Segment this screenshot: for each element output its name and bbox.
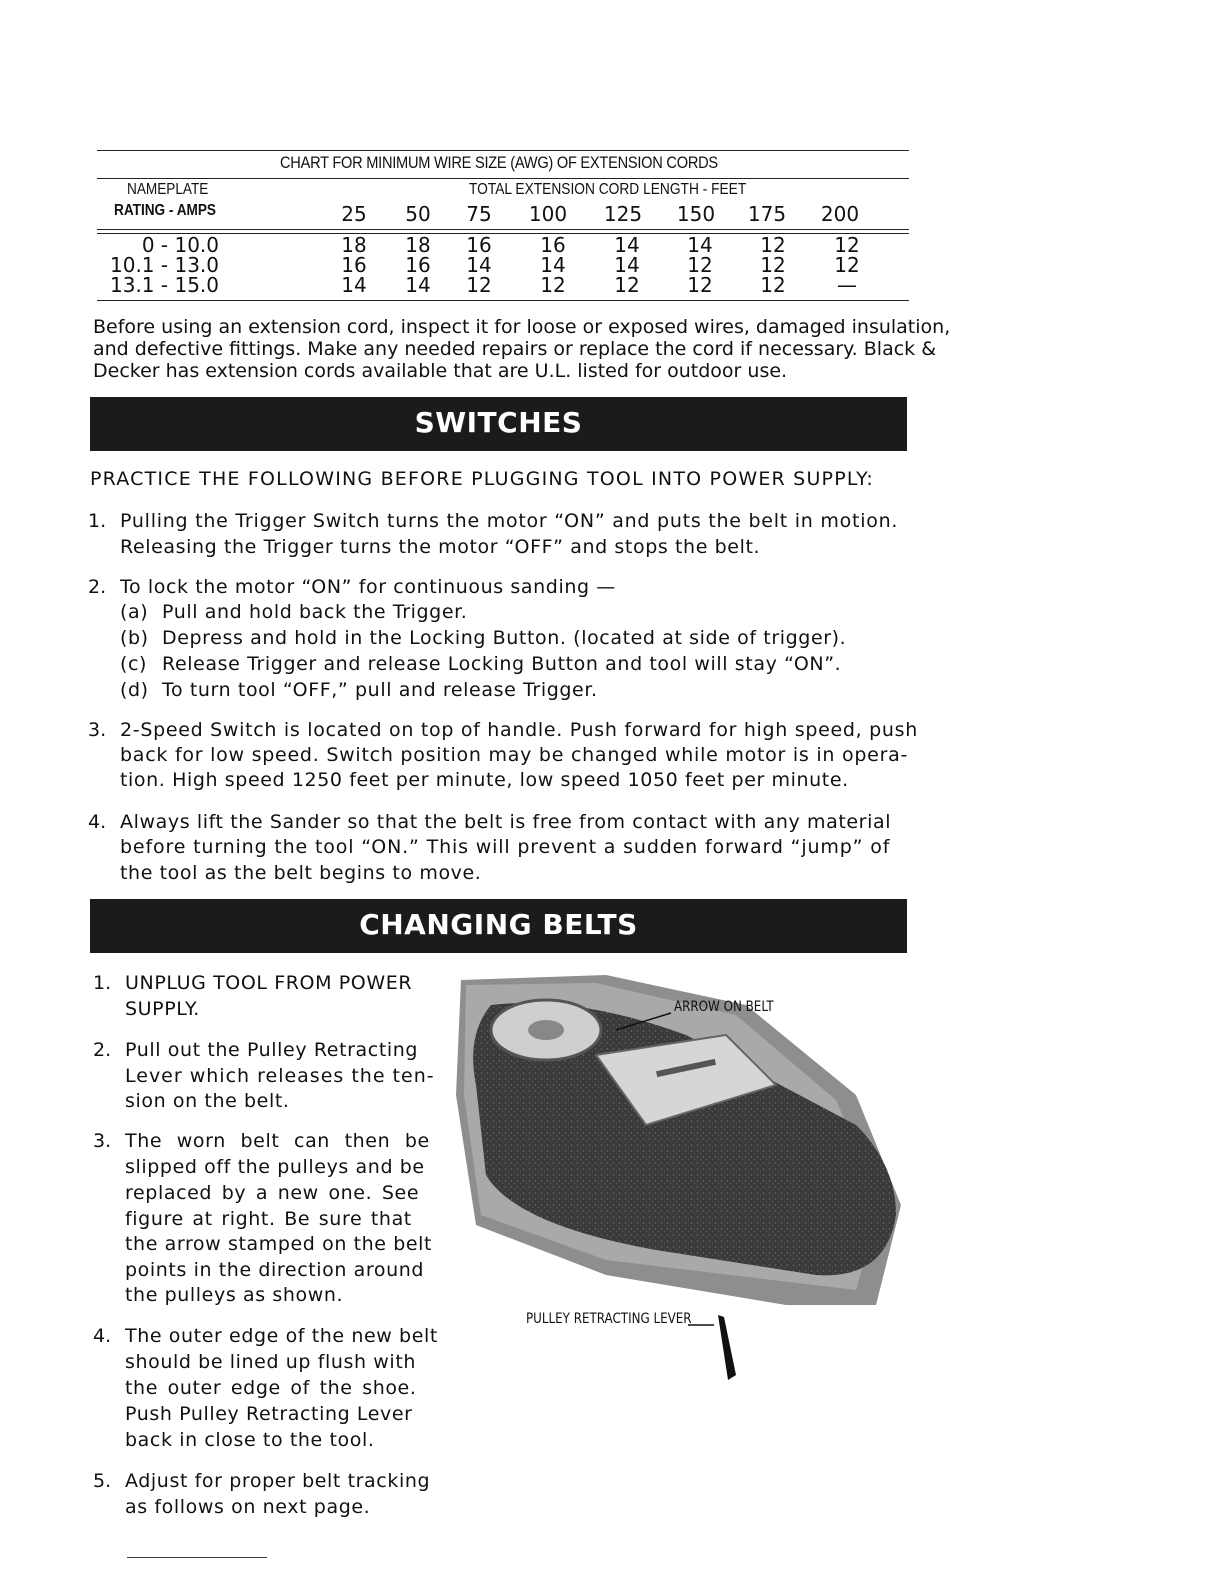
cord-note-line: Before using an extension cord, inspect it for loose or exposed wires, damaged insulation, [93, 316, 951, 338]
substep-text: Depress and hold in the Locking Button. (located at side of trigger). [162, 627, 847, 649]
wire-size: — [837, 273, 857, 297]
wire-size: 16 [466, 233, 492, 257]
wire-size: 16 [540, 233, 566, 257]
sander-photo [456, 975, 906, 1395]
step-number: 3. [88, 719, 107, 741]
step-line: Adjust for proper belt tracking [125, 1470, 431, 1492]
wire-size: 18 [341, 233, 367, 257]
step-line: points in the direction around [125, 1259, 425, 1281]
step-number: 2. [93, 1039, 112, 1061]
wire-size: 12 [760, 273, 786, 297]
step-line: back in close to the tool. [125, 1429, 375, 1451]
step-line: Lever which releases the ten- [125, 1065, 435, 1087]
substep-label: (a) [120, 601, 149, 623]
step-line: Always lift the Sander so that the belt is free from contact with any material [120, 811, 892, 833]
wire-size: 14 [614, 253, 640, 277]
length-100: 100 [528, 202, 568, 226]
step-line: Pulling the Trigger Switch turns the motor “ON” and puts the belt in motion. [120, 510, 899, 532]
cord-length-header: TOTAL EXTENSION CORD LENGTH - FEET [469, 181, 747, 198]
changing-belts-heading-band [90, 899, 907, 953]
step-number: 4. [93, 1325, 112, 1347]
step-line: should be lined up flush with [125, 1351, 417, 1373]
wire-size: 12 [760, 233, 786, 257]
wire-size: 12 [687, 273, 713, 297]
step-number: 1. [93, 972, 112, 994]
length-200: 200 [820, 202, 860, 226]
length-25: 25 [341, 202, 367, 226]
step-line: back for low speed. Switch position may be changed while motor is in opera- [120, 744, 909, 766]
footnote-rule [127, 1557, 267, 1558]
chart-header-rule-1 [97, 229, 909, 230]
step-line: the arrow stamped on the belt [125, 1233, 433, 1255]
wire-size: 12 [834, 253, 860, 277]
step-number: 4. [88, 811, 107, 833]
length-75: 75 [466, 202, 492, 226]
step-number: 2. [88, 576, 107, 598]
switches-intro: PRACTICE THE FOLLOWING BEFORE PLUGGING TOOL INTO POWER SUPPLY: [90, 468, 875, 490]
wire-size: 12 [687, 253, 713, 277]
chart-row [97, 274, 909, 296]
step-number: 1. [88, 510, 107, 532]
step-line: replaced by a new one. See [125, 1182, 420, 1204]
substep-label: (b) [120, 627, 149, 649]
wire-size: 12 [614, 273, 640, 297]
amp-range: 13.1 - 15.0 [110, 273, 219, 297]
step-line: 2-Speed Switch is located on top of handle. Push forward for high speed, push [120, 719, 918, 741]
wire-size: 12 [760, 253, 786, 277]
wire-size: 18 [405, 233, 431, 257]
wire-size: 16 [341, 253, 367, 277]
wire-size: 14 [341, 273, 367, 297]
substep-text: To turn tool “OFF,” pull and release Trigger. [162, 679, 598, 701]
step-line: before turning the tool “ON.” This will prevent a sudden forward “jump” of [120, 836, 891, 858]
wire-size: 14 [687, 233, 713, 257]
chart-bottom-rule [97, 300, 909, 301]
cord-note-line: Decker has extension cords available that are U.L. listed for outdoor use. [93, 360, 788, 382]
nameplate-header: NAMEPLATE [127, 181, 209, 198]
step-line: slipped off the pulleys and be [125, 1156, 425, 1178]
wire-size: 14 [466, 253, 492, 277]
step-line: UNPLUG TOOL FROM POWER [125, 972, 413, 994]
wire-size: 14 [540, 253, 566, 277]
switches-heading-band [90, 397, 907, 451]
amp-range: 0 - 10.0 [141, 233, 219, 257]
step-line: sion on the belt. [125, 1090, 290, 1112]
wire-size: 14 [614, 233, 640, 257]
step-line: tion. High speed 1250 feet per minute, low speed 1050 feet per minute. [120, 769, 849, 791]
substep-label: (c) [120, 653, 148, 675]
step-line: the tool as the belt begins to move. [120, 862, 482, 884]
step-number: 3. [93, 1130, 112, 1152]
step-line: SUPPLY. [125, 998, 200, 1020]
chart-top-rule [97, 150, 909, 151]
length-125: 125 [603, 202, 643, 226]
step-line: as follows on next page. [125, 1496, 371, 1518]
wire-size: 16 [405, 253, 431, 277]
step-line: the pulleys as shown. [125, 1284, 344, 1306]
pulley-retracting-lever-label: PULLEY RETRACTING LEVER [526, 1311, 692, 1327]
wire-size: 12 [834, 233, 860, 257]
length-columns [97, 203, 909, 225]
step-line: Push Pulley Retracting Lever [125, 1403, 413, 1425]
length-50: 50 [405, 202, 431, 226]
substep-text: Release Trigger and release Locking Button and tool will stay “ON”. [162, 653, 842, 675]
step-line: The worn belt can then be [125, 1130, 430, 1152]
length-175: 175 [747, 202, 787, 226]
cord-note-line: and defective fittings. Make any needed repairs or replace the cord if necessary. Black & [93, 338, 937, 360]
wire-size: 14 [405, 273, 431, 297]
step-line: Releasing the Trigger turns the motor “OFF” and stops the belt. [120, 536, 761, 558]
switches-heading: SWITCHES [414, 406, 583, 439]
wire-size: 12 [466, 273, 492, 297]
substep-label: (d) [120, 679, 149, 701]
amp-range: 10.1 - 13.0 [110, 253, 219, 277]
rating-amps-header: RATING - AMPS [114, 202, 216, 219]
belt-sander-figure [456, 975, 906, 1395]
substep-text: Pull and hold back the Trigger. [162, 601, 468, 623]
step-number: 5. [93, 1470, 112, 1492]
step-line: Pull out the Pulley Retracting [125, 1039, 419, 1061]
step-line: figure at right. Be sure that [125, 1208, 412, 1230]
step-line: To lock the motor “ON” for continuous sanding — [120, 576, 616, 598]
changing-belts-heading: CHANGING BELTS [359, 908, 638, 941]
chart-title: CHART FOR MINIMUM WIRE SIZE (AWG) OF EXTENSION CORDS [280, 153, 718, 172]
step-line: the outer edge of the shoe. [125, 1377, 417, 1399]
length-150: 150 [676, 202, 716, 226]
step-line: The outer edge of the new belt [125, 1325, 438, 1347]
chart-title-rule [97, 178, 909, 179]
wire-size: 12 [540, 273, 566, 297]
extension-cord-chart [97, 148, 909, 303]
arrow-on-belt-label: ARROW ON BELT [674, 999, 774, 1015]
